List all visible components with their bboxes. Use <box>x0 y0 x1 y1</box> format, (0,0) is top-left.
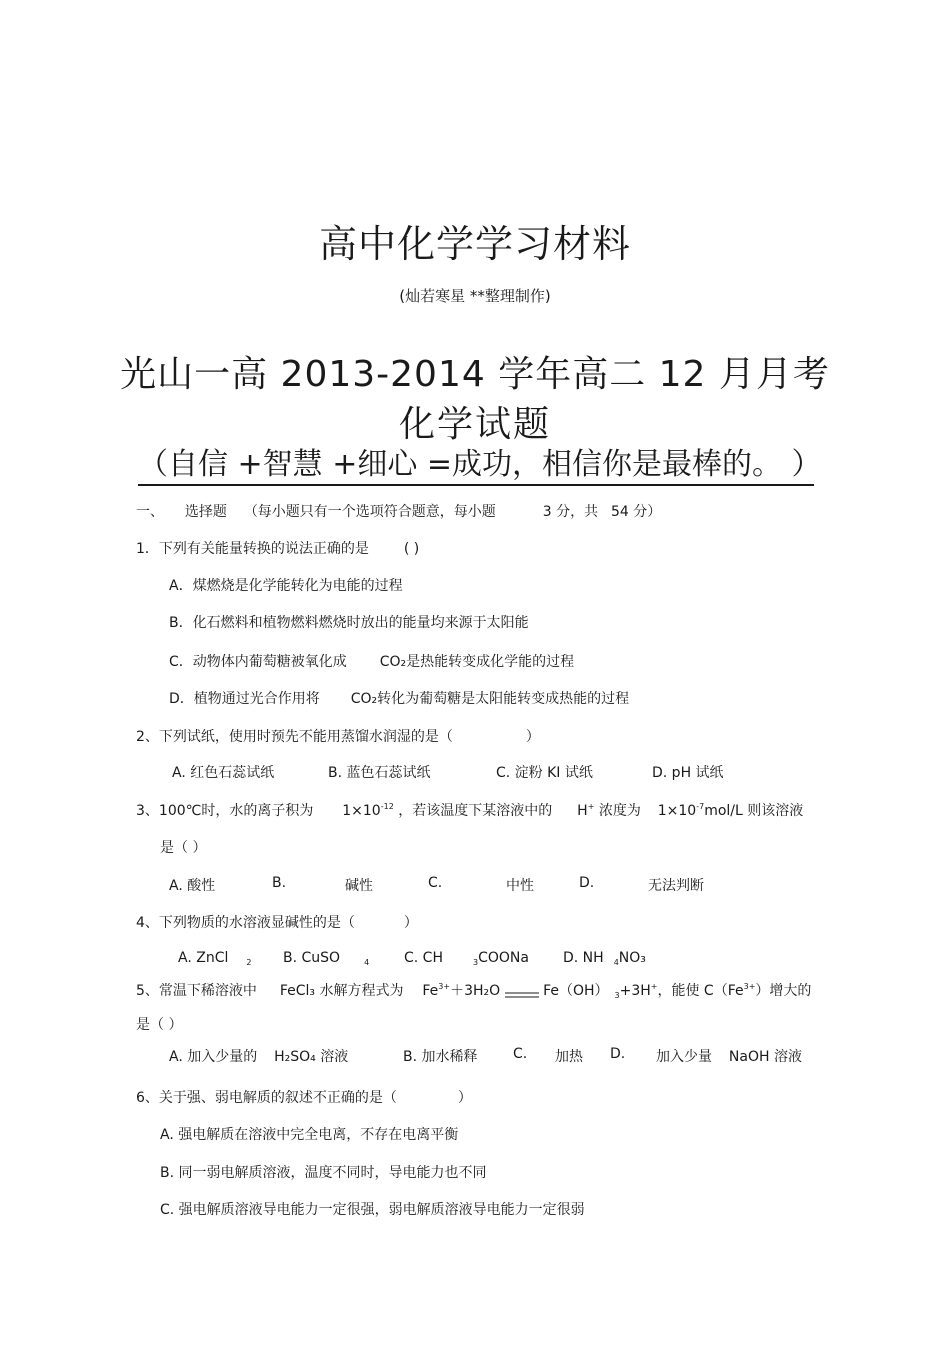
q4-option-c <box>404 950 529 967</box>
q5-sup-3: 3+ <box>743 982 756 991</box>
document-title: 高中化学学习材料 <box>318 222 631 266</box>
q1-option-d-tail: CO₂转化为葡萄糖是太阳能转变成热能的过程 <box>350 691 630 707</box>
q2-option-c: C. 淀粉 KI 试纸 <box>496 765 593 781</box>
q4-option-d-tail: NO₃ <box>618 950 646 966</box>
q3-option-b-letter: B. <box>272 875 287 891</box>
q3-option-c: 中性 <box>506 878 534 894</box>
q1-option-a: A．煤燃烧是化学能转化为电能的过程 <box>169 578 403 594</box>
q1-blank: ( ) <box>403 541 420 557</box>
q3-exponent-2: + <box>587 802 595 811</box>
section-number: 一、 <box>136 504 164 520</box>
q4-option-b-text: B. CuSO <box>283 950 341 966</box>
exam-title: 光山一高 2013-2014 学年高二 12 月月考 <box>120 354 830 395</box>
q6-text: 6、关于强、弱电解质的叙述不正确的是（ <box>136 1090 397 1106</box>
q5-text-a: 5、常温下稀溶液中 <box>136 983 257 999</box>
question-6-stem <box>136 1087 472 1107</box>
q3-text-c: ，若该温度下某溶液中的 <box>398 803 553 819</box>
motto: （自信 +智慧 +细心 =成功，相信你是最棒的。 ） <box>138 448 814 486</box>
q4-blank-end: ） <box>403 915 418 931</box>
q5-text-f: +3H <box>619 983 651 999</box>
question-3-stem <box>136 800 803 820</box>
q4-option-d-sub: 4 <box>613 958 619 967</box>
q4-text: 4、下列物质的水溶液显碱性的是（ <box>136 915 355 931</box>
question-2-stem <box>136 726 540 746</box>
q4-option-c-tail: COONa <box>478 950 529 966</box>
q2-option-b: B. 蓝色石蕊试纸 <box>328 765 431 781</box>
q4-option-a-sub: 2 <box>246 958 252 967</box>
q4-option-c-text: C. CH <box>404 950 443 966</box>
section-instructions-c: 分） <box>633 504 662 520</box>
q2-option-a: A. 红色石蕊试纸 <box>172 765 275 781</box>
q5-option-b: B. 加水稀释 <box>403 1049 478 1065</box>
section-instructions: （每小题只有一个选项符合题意，每小题 <box>243 504 496 520</box>
q1-text: 1．下列有关能量转换的说法正确的是 <box>136 541 369 557</box>
q3-text-g: mol/L 则该溶液 <box>704 803 804 819</box>
q2-option-d: D. pH 试纸 <box>652 765 724 781</box>
document-subtitle: (灿若寒星 **整理制作) <box>399 287 551 305</box>
q5-option-c-letter: C. <box>513 1046 528 1062</box>
q3-text-e: 浓度为 <box>598 803 641 819</box>
q5-text-c: Fe <box>422 983 439 999</box>
section-instructions-b: 分，共 <box>556 504 599 520</box>
q3-text-a: 3、100℃时，水的离子积为 <box>136 803 314 819</box>
q3-option-d-letter: D. <box>579 875 595 891</box>
q6-blank-end: ） <box>457 1090 472 1106</box>
total-points: 54 <box>611 504 629 520</box>
q6-option-a: A. 强电解质在溶液中完全电离，不存在电离平衡 <box>160 1127 459 1143</box>
q3-text-d: H <box>577 803 588 819</box>
q3-option-d: 无法判断 <box>648 878 704 894</box>
q4-option-b-sub: 4 <box>364 958 370 967</box>
q4-option-a <box>178 950 251 967</box>
q4-option-a-text: A. ZnCl <box>178 950 229 966</box>
q5-option-d-letter: D. <box>610 1046 626 1062</box>
q5-text-h: ）增大的 <box>755 983 812 999</box>
q3-exponent-1: -12 <box>380 802 394 811</box>
q6-option-b: B. 同一弱电解质溶液，温度不同时，导电能力也不同 <box>160 1165 487 1181</box>
q4-option-c-sub: 3 <box>472 958 479 967</box>
reversible-arrow-icon <box>505 987 539 995</box>
section-heading <box>136 501 661 521</box>
q3-option-c-letter: C. <box>428 875 443 891</box>
q1-option-c-tail: CO₂是热能转变成化学能的过程 <box>379 654 575 670</box>
question-1-stem <box>136 538 419 558</box>
q4-option-d <box>563 950 646 967</box>
q5-option-a-tail: H₂SO₄ 溶液 <box>274 1049 349 1065</box>
q5-option-d <box>656 1046 802 1066</box>
q5-option-a-text: A. 加入少量的 <box>169 1049 258 1065</box>
q1-option-b: B．化石燃料和植物燃料燃烧时放出的能量均来源于太阳能 <box>169 615 529 631</box>
points-each: 3 <box>542 504 552 520</box>
q5-option-a <box>169 1046 348 1066</box>
q5-option-d-text: 加入少量 <box>656 1049 712 1065</box>
q3-stem-line2: 是（ ） <box>160 840 207 856</box>
q3-option-a: A. 酸性 <box>169 878 216 894</box>
section-name: 选择题 <box>184 504 227 520</box>
q5-option-d-tail: NaOH 溶液 <box>728 1049 802 1065</box>
q3-text-f: 1×10 <box>657 803 697 819</box>
q1-option-d <box>169 688 629 708</box>
question-5-stem <box>136 980 811 1000</box>
q4-option-b <box>283 950 369 967</box>
q5-sub-1: 3 <box>614 991 620 1000</box>
q2-blank-end: ） <box>525 729 540 745</box>
q1-option-c <box>169 651 574 671</box>
q5-text-e: Fe（OH） <box>543 983 609 999</box>
q3-option-b: 碱性 <box>345 878 373 894</box>
q3-exponent-3: -7 <box>696 802 705 811</box>
q5-text-d: ＋3H₂O <box>450 983 501 999</box>
q3-text-b: 1×10 <box>342 803 381 819</box>
q5-text-b: FeCl₃ 水解方程式为 <box>279 983 404 999</box>
q5-option-c: 加热 <box>555 1049 583 1065</box>
q1-option-d-text: D．植物通过光合作用将 <box>169 691 320 707</box>
q6-option-c: C. 强电解质溶液导电能力一定很强，弱电解质溶液导电能力一定很弱 <box>160 1202 585 1218</box>
exam-subject: 化学试题 <box>398 404 551 445</box>
q2-text: 2、下列试纸，使用时预先不能用蒸馏水润湿的是（ <box>136 729 453 745</box>
question-4-stem <box>136 912 418 932</box>
q1-option-c-text: C．动物体内葡萄糖被氧化成 <box>169 654 347 670</box>
q5-sup-2: + <box>650 982 658 991</box>
q5-sup-1: 3+ <box>438 982 451 991</box>
q5-text-g: ，能使 C（Fe <box>657 983 744 999</box>
q4-option-d-text: D. NH <box>563 950 604 966</box>
q5-stem-line2: 是（ ） <box>136 1017 183 1033</box>
